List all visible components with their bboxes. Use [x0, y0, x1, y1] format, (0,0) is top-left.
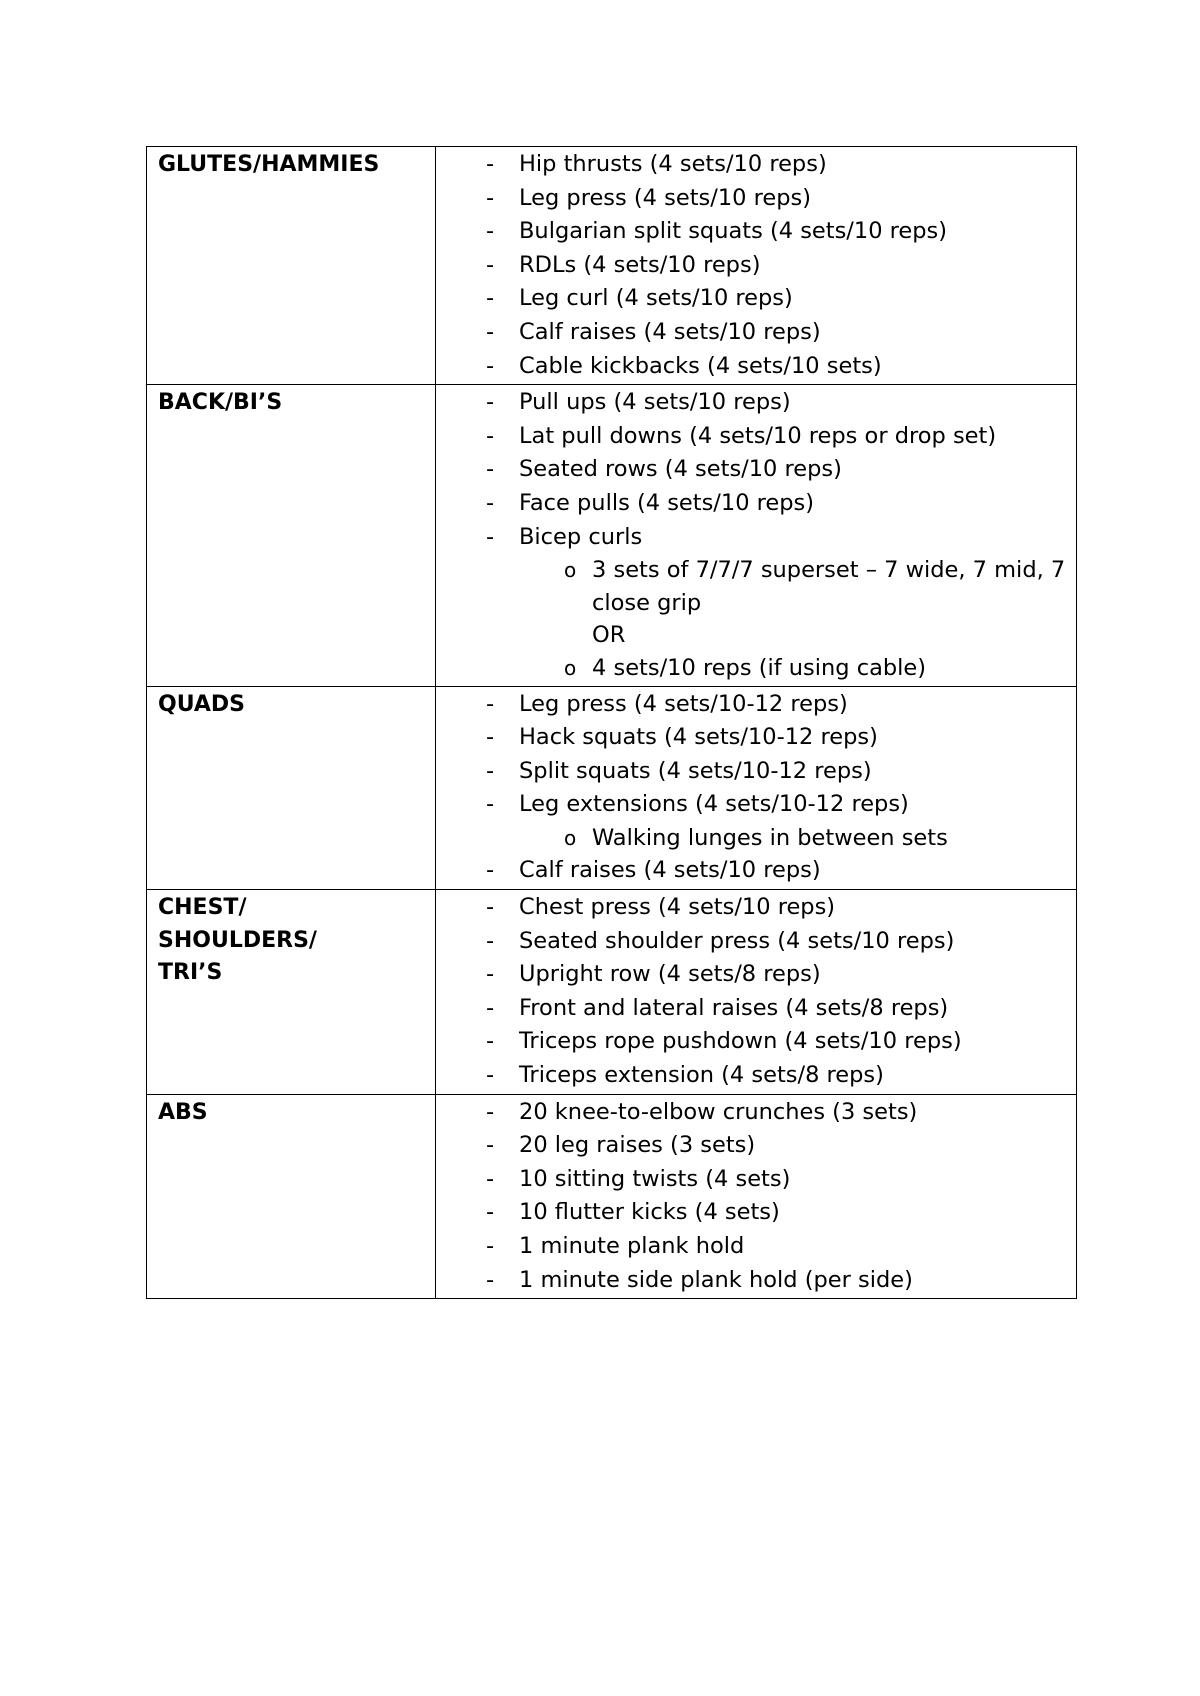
exercise-item: [436, 1264, 1076, 1298]
exercise-text: Leg extensions (4 sets/10-12 reps): [519, 791, 909, 818]
dash-marker: -: [486, 1199, 495, 1226]
exercise-item: [436, 386, 1076, 420]
exercise-cell: [436, 890, 1077, 1095]
exercise-text: Upright row (4 sets/8 reps): [519, 961, 821, 988]
circle-bullet-marker: o: [564, 825, 577, 850]
circle-bullet-marker: o: [564, 655, 577, 680]
exercise-item: [436, 1025, 1076, 1059]
exercise-text: Calf raises (4 sets/10 reps): [519, 857, 821, 884]
exercise-item: [436, 350, 1076, 384]
group-cell: [147, 686, 436, 890]
dash-marker: -: [486, 489, 495, 516]
dash-marker: -: [486, 894, 495, 921]
circle-bullet-marker: o: [564, 558, 577, 583]
exercise-text: Hack squats (4 sets/10-12 reps): [519, 724, 878, 751]
exercise-text: Calf raises (4 sets/10 reps): [519, 318, 821, 345]
exercise-item: [436, 925, 1076, 959]
exercise-item: [436, 1196, 1076, 1230]
dash-marker: -: [486, 1098, 495, 1125]
exercise-text: Leg press (4 sets/10-12 reps): [519, 690, 848, 717]
dash-marker: -: [486, 1062, 495, 1089]
dash-marker: -: [486, 1266, 495, 1293]
exercise-text: Pull ups (4 sets/10 reps): [519, 389, 791, 416]
exercise-text: 20 leg raises (3 sets): [519, 1132, 756, 1159]
exercise-text: Chest press (4 sets/10 reps): [519, 894, 836, 921]
dash-marker: -: [486, 523, 495, 550]
exercise-text: 1 minute side plank hold (per side): [519, 1266, 913, 1293]
sub-item: [436, 652, 1076, 685]
group-name: BACK/BI’S: [158, 390, 283, 416]
group-cell: [147, 1094, 436, 1299]
exercise-text: Bicep curls: [519, 523, 643, 550]
group-name: QUADS: [158, 691, 246, 717]
exercise-item: [436, 282, 1076, 316]
exercise-item: [436, 1096, 1076, 1130]
table-row: [147, 1094, 1077, 1299]
exercise-item: [436, 788, 1076, 822]
exercise-text: Lat pull downs (4 sets/10 reps or drop set): [519, 422, 997, 449]
exercise-text: Split squats (4 sets/10-12 reps): [519, 757, 872, 784]
dash-marker: -: [486, 791, 495, 818]
dash-marker: -: [486, 927, 495, 954]
sub-item-text: OR: [592, 622, 626, 649]
dash-marker: -: [486, 251, 495, 278]
sub-list-wrapper: [436, 554, 1076, 684]
dash-marker: -: [486, 724, 495, 751]
dash-marker: -: [486, 994, 495, 1021]
exercise-item: [436, 958, 1076, 992]
sub-list: [436, 822, 1076, 855]
exercise-cell: [436, 147, 1077, 385]
exercise-item: [436, 316, 1076, 350]
table-row: [147, 147, 1077, 385]
workout-table: [146, 146, 1077, 1299]
exercise-text: Bulgarian split squats (4 sets/10 reps): [519, 218, 948, 245]
exercise-item: [436, 721, 1076, 755]
group-cell: [147, 890, 436, 1095]
dash-marker: -: [486, 285, 495, 312]
dash-marker: -: [486, 757, 495, 784]
sub-item: [436, 822, 1076, 855]
exercise-text: Leg curl (4 sets/10 reps): [519, 285, 793, 312]
group-name: ABS: [158, 1099, 208, 1125]
sub-item-text: 4 sets/10 reps (if using cable): [592, 654, 927, 681]
dash-marker: -: [486, 1233, 495, 1259]
table-row: [147, 385, 1077, 686]
exercise-item: [436, 420, 1076, 454]
exercise-cell: [436, 1094, 1077, 1299]
exercise-text: 1 minute plank hold: [519, 1233, 745, 1259]
sub-item-text: Walking lunges in between sets: [592, 824, 948, 851]
exercise-text: 10 flutter kicks (4 sets): [519, 1199, 780, 1226]
table-row: [147, 890, 1077, 1095]
exercise-item: [436, 249, 1076, 283]
sub-list: [436, 554, 1076, 684]
dash-marker: -: [486, 422, 495, 449]
exercise-item: [436, 215, 1076, 249]
exercise-text: 20 knee-to-elbow crunches (3 sets): [519, 1098, 918, 1125]
exercise-text: Hip thrusts (4 sets/10 reps): [519, 151, 827, 177]
exercise-list: [436, 687, 1076, 890]
exercise-item: [436, 1230, 1076, 1264]
dash-marker: -: [486, 389, 495, 416]
dash-marker: -: [486, 1028, 495, 1055]
exercise-item: [436, 453, 1076, 487]
exercise-text: RDLs (4 sets/10 reps): [519, 251, 761, 278]
exercise-text: Leg press (4 sets/10 reps): [519, 184, 811, 211]
exercise-text: 10 sitting twists (4 sets): [519, 1165, 791, 1192]
exercise-text: Cable kickbacks (4 sets/10 sets): [519, 352, 882, 379]
exercise-text: Triceps rope pushdown (4 sets/10 reps): [519, 1028, 962, 1055]
exercise-text: Face pulls (4 sets/10 reps): [519, 489, 815, 516]
exercise-item: [436, 1163, 1076, 1197]
dash-marker: -: [486, 456, 495, 483]
dash-marker: -: [486, 184, 495, 211]
sub-item: [436, 554, 1076, 619]
group-name: GLUTES/HAMMIES: [158, 152, 380, 177]
exercise-item: [436, 688, 1076, 722]
exercise-list: [436, 1095, 1076, 1299]
dash-marker: -: [486, 1132, 495, 1159]
dash-marker: -: [486, 961, 495, 988]
exercise-list: [436, 147, 1076, 384]
sub-list-wrapper: [436, 822, 1076, 855]
exercise-item: [436, 891, 1076, 925]
exercise-item: [436, 1129, 1076, 1163]
table-row: [147, 686, 1077, 890]
exercise-item: [436, 992, 1076, 1026]
exercise-cell: [436, 385, 1077, 686]
group-cell: [147, 147, 436, 385]
sub-item: [436, 619, 1076, 652]
exercise-item: [436, 182, 1076, 216]
group-cell: [147, 385, 436, 686]
dash-marker: -: [486, 690, 495, 717]
dash-marker: -: [486, 218, 495, 245]
group-name: CHEST/ SHOULDERS/ TRI’S: [158, 895, 317, 986]
dash-marker: -: [486, 857, 495, 884]
exercise-item: [436, 148, 1076, 182]
dash-marker: -: [486, 352, 495, 379]
exercise-cell: [436, 686, 1077, 890]
exercise-text: Seated shoulder press (4 sets/10 reps): [519, 927, 955, 954]
dash-marker: -: [486, 1165, 495, 1192]
exercise-list: [436, 890, 1076, 1094]
dash-marker: -: [486, 318, 495, 345]
exercise-item: [436, 755, 1076, 789]
sub-item-text: 3 sets of 7/7/7 superset – 7 wide, 7 mid, 7 close grip: [592, 557, 1066, 616]
exercise-item: [436, 854, 1076, 888]
exercise-item: [436, 1059, 1076, 1093]
exercise-list: [436, 385, 1076, 685]
exercise-item: [436, 487, 1076, 521]
exercise-text: Front and lateral raises (4 sets/8 reps): [519, 994, 949, 1021]
exercise-text: Triceps extension (4 sets/8 reps): [519, 1062, 884, 1089]
dash-marker: -: [486, 151, 495, 177]
exercise-item: [436, 521, 1076, 555]
exercise-text: Seated rows (4 sets/10 reps): [519, 456, 842, 483]
